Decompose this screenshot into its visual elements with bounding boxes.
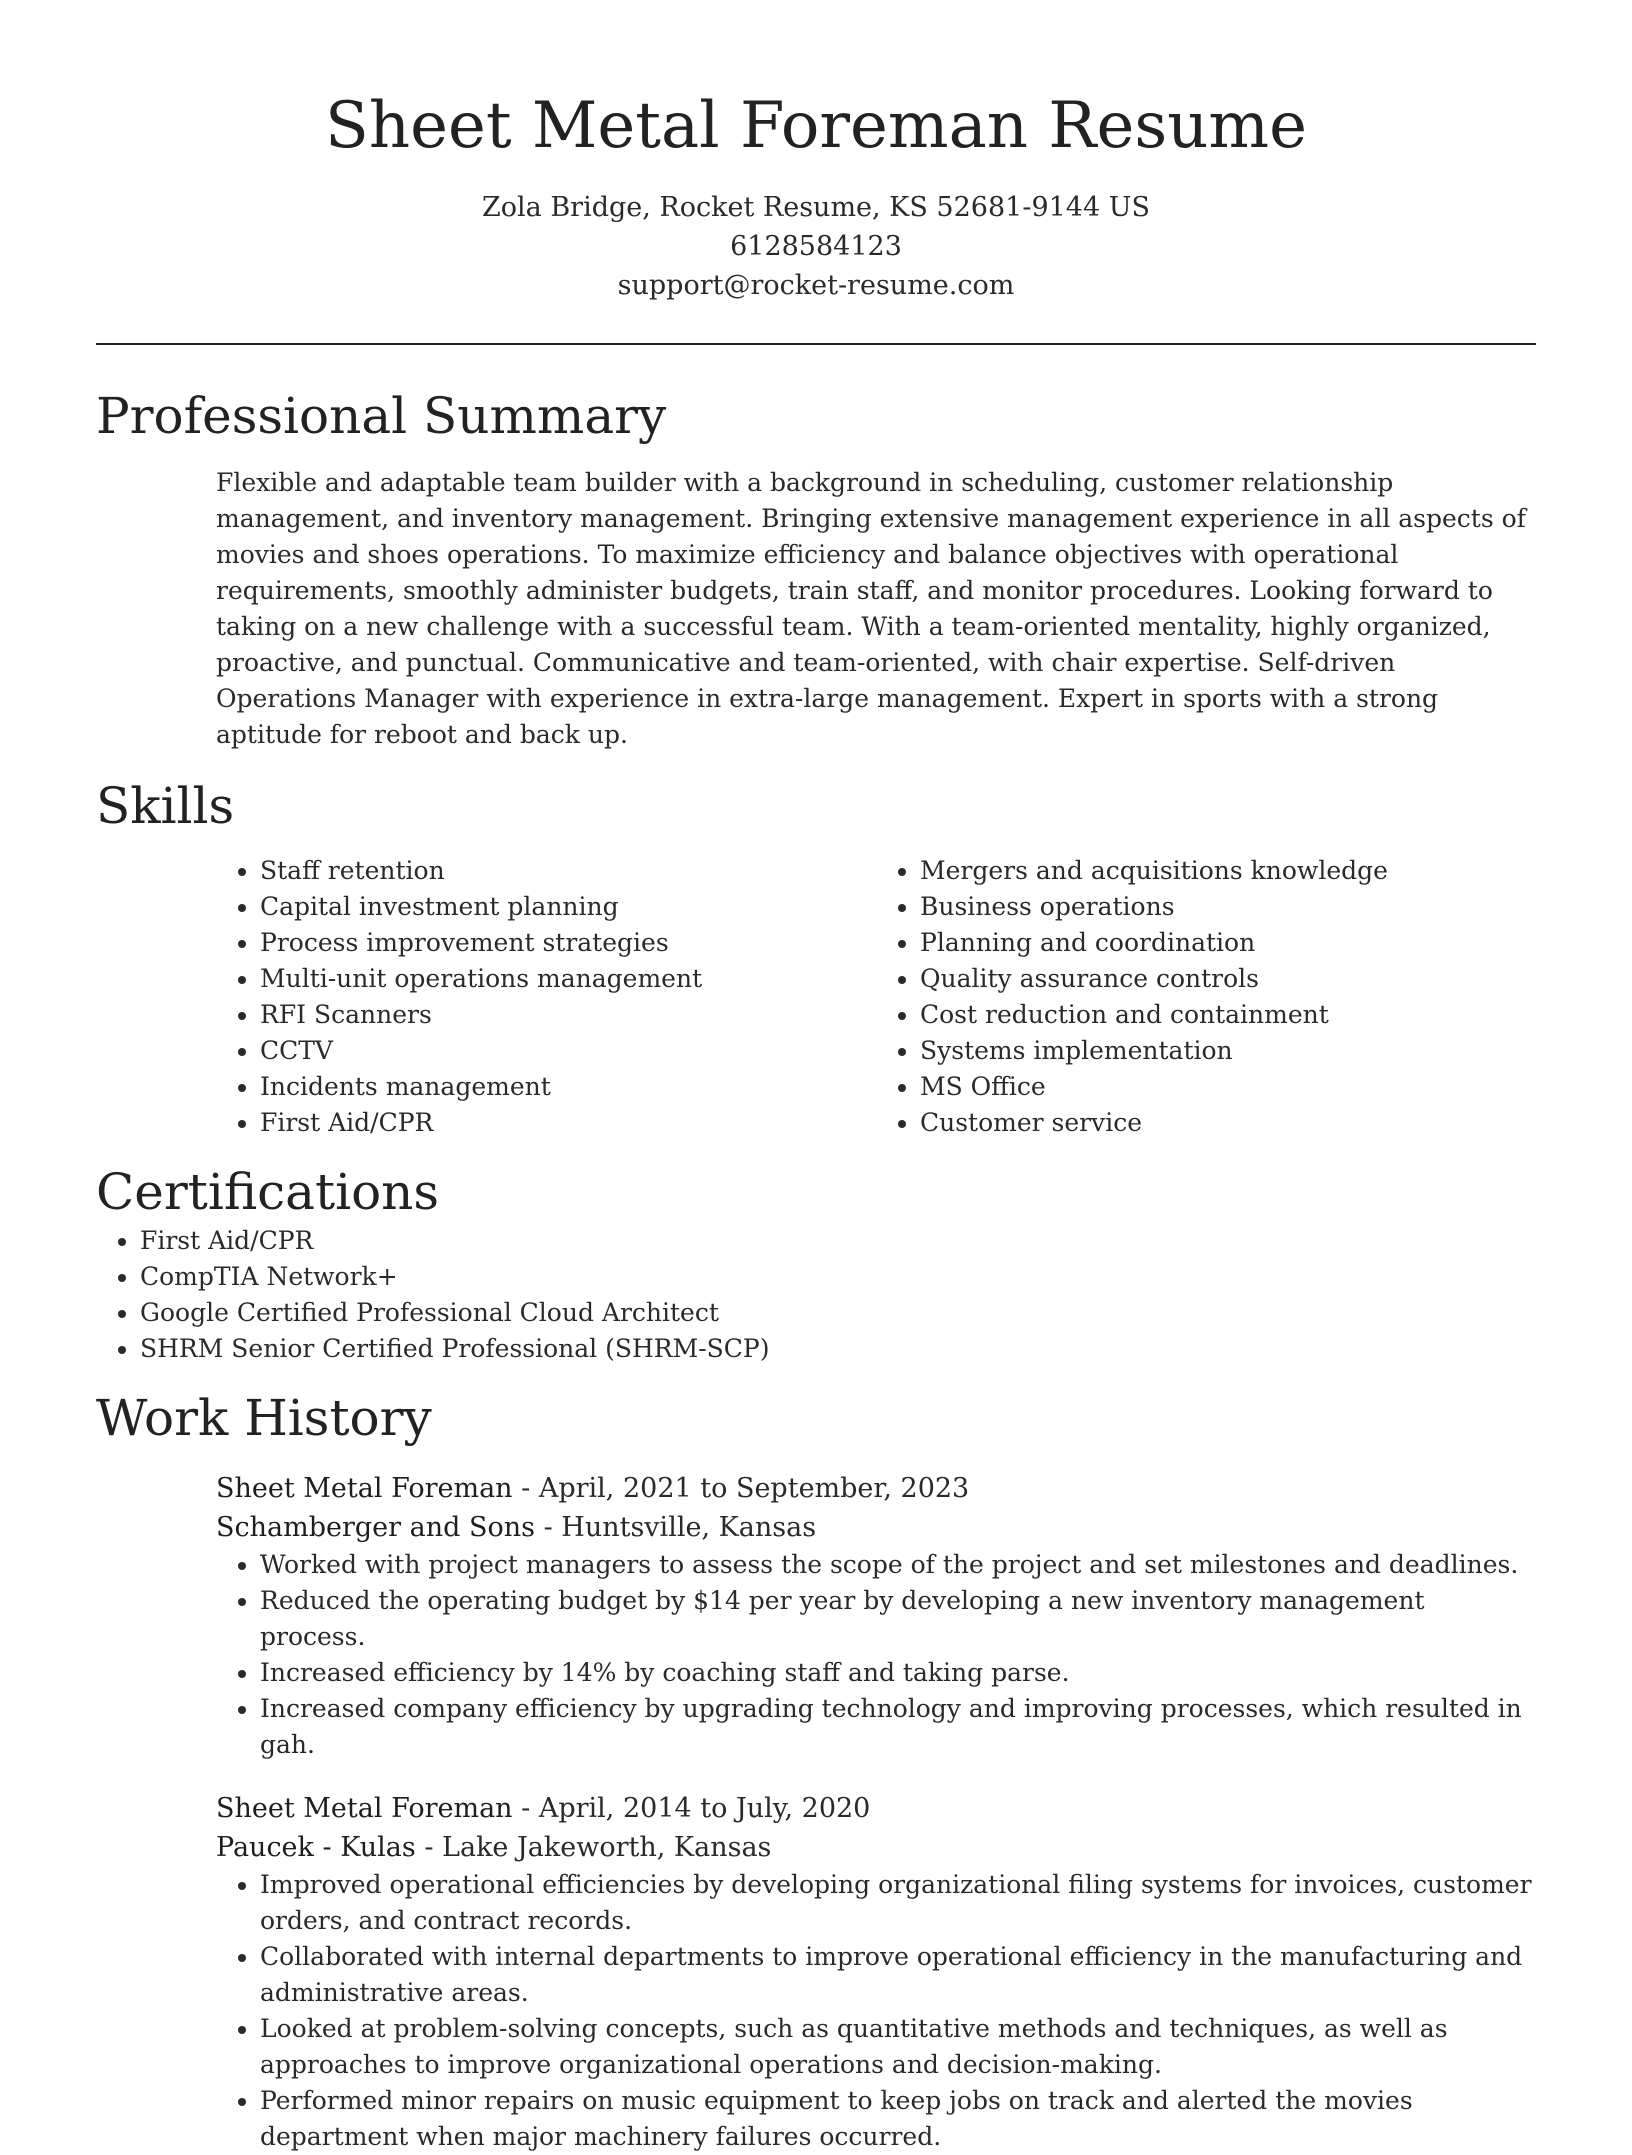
page-title: Sheet Metal Foreman Resume bbox=[325, 89, 1307, 163]
skills-list-left bbox=[216, 853, 876, 1141]
job-role: Sheet Metal Foreman bbox=[216, 1793, 513, 1824]
skill-item: • MS Office bbox=[920, 1069, 1536, 1105]
job-entry bbox=[216, 1469, 1536, 1763]
contact-address: Zola Bridge, Rocket Resume, KS 52681-9144 US bbox=[481, 192, 1150, 223]
skill-item: • CCTV bbox=[260, 1033, 876, 1069]
skill-item: • Quality assurance controls bbox=[920, 961, 1536, 997]
certifications-list bbox=[96, 1223, 1536, 1367]
skills-heading: Skills bbox=[96, 777, 235, 835]
certification-item: • CompTIA Network+ bbox=[140, 1259, 1536, 1295]
contact-block bbox=[96, 188, 1536, 305]
skill-item: • Staff retention bbox=[260, 853, 876, 889]
skill-item: • Systems implementation bbox=[920, 1033, 1536, 1069]
job-title-line bbox=[216, 1789, 1536, 1828]
skill-item: • Incidents management bbox=[260, 1069, 876, 1105]
skill-item: • Business operations bbox=[920, 889, 1536, 925]
job-entry bbox=[216, 1789, 1536, 2155]
skill-item: • Cost reduction and containment bbox=[920, 997, 1536, 1033]
job-company-line bbox=[216, 1828, 1536, 1867]
skill-item: • RFI Scanners bbox=[260, 997, 876, 1033]
job-bullet: • Worked with project managers to assess the scope of the project and set milestones and deadlines. bbox=[260, 1547, 1536, 1583]
job-company: Paucek - Kulas bbox=[216, 1832, 416, 1863]
job-role: Sheet Metal Foreman bbox=[216, 1473, 513, 1504]
certification-item: • Google Certified Professional Cloud Architect bbox=[140, 1295, 1536, 1331]
job-bullet: • Performed minor repairs on music equipment to keep jobs on track and alerted the movies department when major machinery failures occurred. bbox=[260, 2083, 1536, 2155]
summary-heading: Professional Summary bbox=[96, 387, 667, 445]
work-history-heading: Work History bbox=[96, 1389, 432, 1447]
skill-item: • First Aid/CPR bbox=[260, 1105, 876, 1141]
skills-grid bbox=[216, 853, 1536, 1141]
job-bullets bbox=[216, 1547, 1536, 1763]
resume-header bbox=[96, 0, 1536, 305]
job-bullet: • Collaborated with internal departments to improve operational efficiency in the manufacturing and administrative areas. bbox=[260, 1939, 1536, 2011]
header-divider bbox=[96, 343, 1536, 345]
contact-email: support@rocket-resume.com bbox=[617, 270, 1015, 301]
job-company: Schamberger and Sons bbox=[216, 1512, 535, 1543]
job-bullet: • Increased efficiency by 14% by coaching staff and taking parse. bbox=[260, 1655, 1536, 1691]
contact-phone: 6128584123 bbox=[730, 231, 902, 262]
skill-item: • Multi-unit operations management bbox=[260, 961, 876, 997]
skill-item: • Capital investment planning bbox=[260, 889, 876, 925]
job-bullet: • Increased company efficiency by upgrading technology and improving processes, which resulted in gah. bbox=[260, 1691, 1536, 1763]
job-bullet: • Reduced the operating budget by $14 per year by developing a new inventory management process. bbox=[260, 1583, 1536, 1655]
summary-text: Flexible and adaptable team builder with a background in scheduling, customer relationship management, and inventory management. Bringing extensive management experience in all aspects of movies and shoes operations. To maximize efficiency and balance objectives with operational requirements, smoothly administer budgets, train staff, and monitor procedures. Looking forward to taking on a new challenge with a successful team. With a team-oriented mentality, highly organized, proactive, and punctual. Communicative and team-oriented, with chair expertise. Self-driven Operations Manager with experience in extra-large management. Expert in sports with a strong aptitude for reboot and back up. bbox=[216, 468, 1526, 749]
job-company-line bbox=[216, 1508, 1536, 1547]
job-bullet: • Looked at problem-solving concepts, such as quantitative methods and techniques, as well as approaches to improve organizational operations and decision-making. bbox=[260, 2011, 1536, 2083]
job-dates: - April, 2021 to September, 2023 bbox=[512, 1473, 970, 1504]
resume-page bbox=[96, 0, 1536, 2155]
skill-item: • Planning and coordination bbox=[920, 925, 1536, 961]
job-location: - Lake Jakeworth, Kansas bbox=[415, 1832, 772, 1863]
skill-item: • Customer service bbox=[920, 1105, 1536, 1141]
job-location: - Huntsville, Kansas bbox=[534, 1512, 817, 1543]
certification-item: • First Aid/CPR bbox=[140, 1223, 1536, 1259]
certifications-heading: Certifications bbox=[96, 1163, 440, 1221]
job-bullet: • Improved operational efficiencies by developing organizational filing systems for invoices, customer orders, and contract records. bbox=[260, 1867, 1536, 1939]
job-title-line bbox=[216, 1469, 1536, 1508]
skill-item: • Mergers and acquisitions knowledge bbox=[920, 853, 1536, 889]
skill-item: • Process improvement strategies bbox=[260, 925, 876, 961]
skills-list-right bbox=[876, 853, 1536, 1141]
certification-item: • SHRM Senior Certified Professional (SHRM-SCP) bbox=[140, 1331, 1536, 1367]
job-dates: - April, 2014 to July, 2020 bbox=[512, 1793, 871, 1824]
